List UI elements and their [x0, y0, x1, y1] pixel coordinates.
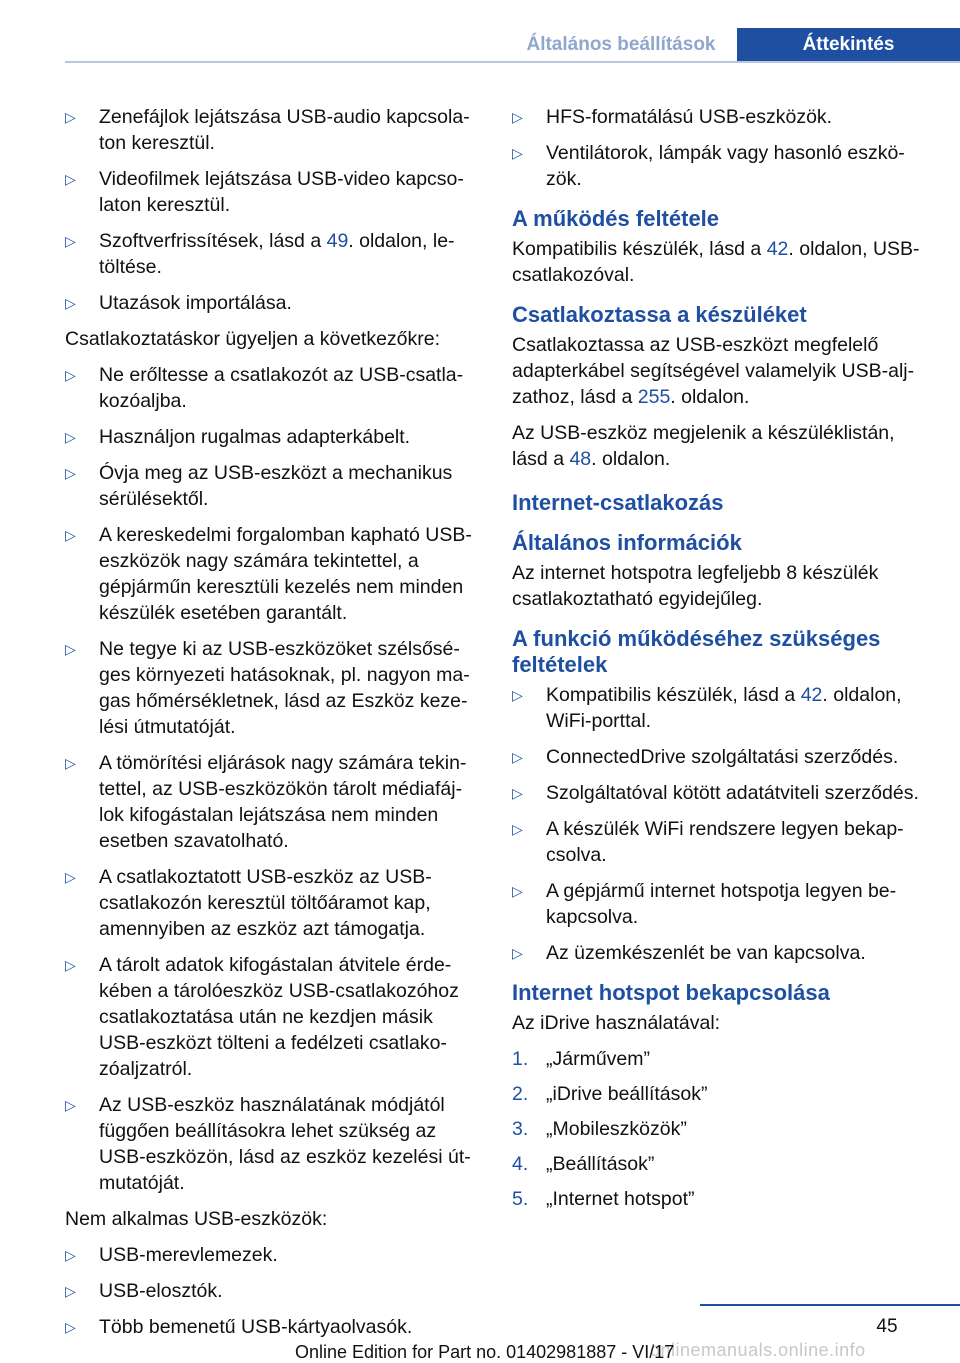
triangle-bullet-icon: ▷ [65, 1097, 76, 1113]
step-text: „Járművem” [546, 1048, 651, 1070]
triangle-bullet-icon: ▷ [65, 1319, 76, 1335]
triangle-bullet-icon: ▷ [65, 1247, 76, 1263]
triangle-bullet-icon: ▷ [65, 171, 76, 187]
triangle-bullet-icon: ▷ [65, 527, 76, 543]
header-section-tab: Általános beállítások [505, 28, 737, 61]
left-column [65, 104, 480, 1350]
list-item-text: ConnectedDrive szolgáltatási szerződés. [546, 746, 899, 768]
list-item [65, 952, 480, 1082]
list-item-text: USB-merevlemezek. [99, 1244, 278, 1266]
section-heading: Csatlakoztassa a készüléket [512, 302, 807, 327]
list-item [65, 104, 480, 156]
paragraph: Csatlakoztatáskor ügyeljen a következőkre: [65, 328, 441, 350]
triangle-bullet-icon: ▷ [65, 429, 76, 445]
list-item-text: USB-elosztók. [99, 1280, 223, 1302]
triangle-bullet-icon: ▷ [65, 755, 76, 771]
list-item [65, 424, 480, 450]
section-heading: A funkció működéséhez szükséges feltételek [512, 626, 881, 677]
list-item-text: Több bemenetű USB-kártyaolvasók. [99, 1316, 413, 1338]
header-chapter-tab: Áttekintés [737, 28, 960, 61]
watermark: onlinemanuals.online.info [650, 1340, 866, 1360]
list-item [65, 864, 480, 942]
list-item-text: Az üzemkészenlét be van kapcsolva. [546, 942, 866, 964]
list-item [65, 522, 480, 626]
list-item-text: Szoftverfrissítések, lásd a 49. oldalon, le‐töltése. [99, 230, 455, 278]
list-item [65, 362, 480, 414]
triangle-bullet-icon: ▷ [65, 367, 76, 383]
list-item [512, 104, 932, 130]
triangle-bullet-icon: ▷ [65, 957, 76, 973]
paragraph: Az internet hotspotra legfeljebb 8 készülék csatlakoztatható egyidejűleg. [512, 562, 879, 610]
list-item-text: A tömörítési eljárások nagy számára tekin‐tettel, az USB-eszközökön tárolt médiafáj‐lok kifogástalan lejátszása nem minden esetben szavatolható. [99, 752, 467, 852]
list-item-text: A készülék WiFi rendszere legyen bekap‐csolva. [546, 818, 904, 866]
triangle-bullet-icon: ▷ [65, 1283, 76, 1299]
step-item [512, 1151, 932, 1177]
paragraph: Kompatibilis készülék, lásd a 42. oldalon, USB-csatlakozóval. [512, 238, 920, 286]
step-number: 1. [512, 1048, 529, 1070]
triangle-bullet-icon: ▷ [65, 109, 76, 125]
triangle-bullet-icon: ▷ [65, 465, 76, 481]
list-item-text: Utazások importálása. [99, 292, 292, 314]
step-number: 4. [512, 1153, 529, 1175]
list-item [512, 780, 932, 806]
triangle-bullet-icon: ▷ [512, 109, 523, 125]
list-item [65, 290, 480, 316]
triangle-bullet-icon: ▷ [65, 295, 76, 311]
list-item-text: Kompatibilis készülék, lásd a 42. oldalon, WiFi-porttal. [546, 684, 902, 732]
step-item [512, 1186, 932, 1212]
list-item-text: A gépjármű internet hotspotja legyen be‐kapcsolva. [546, 880, 897, 928]
edition-footer: Online Edition for Part no. 01402981887 - VI/17 [295, 1342, 675, 1362]
right-column [512, 104, 932, 1221]
triangle-bullet-icon: ▷ [512, 821, 523, 837]
paragraph: Az iDrive használatával: [512, 1012, 721, 1034]
chapter-heading: Internet-csatlakozás [512, 490, 724, 515]
step-number: 3. [512, 1118, 529, 1140]
section-heading: Általános információk [512, 530, 742, 555]
list-item [512, 744, 932, 770]
list-item [65, 1278, 480, 1304]
list-item-text: Használjon rugalmas adapterkábelt. [99, 426, 411, 448]
section-heading: A működés feltétele [512, 206, 720, 231]
triangle-bullet-icon: ▷ [512, 687, 523, 703]
page-link[interactable]: 42 [800, 684, 823, 706]
list-item [512, 816, 932, 868]
triangle-bullet-icon: ▷ [65, 641, 76, 657]
list-item [65, 1314, 480, 1340]
triangle-bullet-icon: ▷ [65, 869, 76, 885]
step-text: „Beállítások” [546, 1153, 655, 1175]
list-item-text: A csatlakoztatott USB-eszköz az USB-csatlakozón keresztül töltőáramot kap, amennyiben az eszköz azt támogatja. [99, 866, 432, 940]
paragraph: Nem alkalmas USB-eszközök: [65, 1208, 328, 1230]
triangle-bullet-icon: ▷ [512, 945, 523, 961]
list-item-text: A tárolt adatok kifogástalan átvitele érde‐kében a tárolóeszköz USB-csatlakozóhoz csatlakoztatása után ne kezdjen másik USB-eszközt tölteni a fedélzeti csatlako‐zóaljzatról. [99, 954, 459, 1080]
page-number: 45 [876, 1316, 898, 1337]
page-link[interactable]: 48 [569, 448, 592, 470]
triangle-bullet-icon: ▷ [512, 749, 523, 765]
list-item [65, 228, 480, 280]
footer-divider [700, 1304, 960, 1306]
list-item-text: Szolgáltatóval kötött adatátviteli szerződés. [546, 782, 919, 804]
page-link[interactable]: 49 [326, 230, 349, 252]
page-link[interactable]: 255 [637, 386, 671, 408]
step-item [512, 1116, 932, 1142]
list-item [512, 682, 932, 734]
triangle-bullet-icon: ▷ [65, 233, 76, 249]
list-item [65, 1092, 480, 1196]
list-item [512, 940, 932, 966]
list-item [65, 1242, 480, 1268]
triangle-bullet-icon: ▷ [512, 785, 523, 801]
step-item [512, 1046, 932, 1072]
list-item-text: Zenefájlok lejátszása USB-audio kapcsola‐ton keresztül. [99, 106, 470, 154]
step-number: 5. [512, 1188, 529, 1210]
step-text: „Internet hotspot” [546, 1188, 695, 1210]
list-item-text: Ventilátorok, lámpák vagy hasonló eszkö‐zök. [546, 142, 905, 190]
list-item-text: Videofilmek lejátszása USB-video kapcso‐laton keresztül. [99, 168, 464, 216]
list-item-text: Ne erőltesse a csatlakozót az USB-csatla‐kozóaljba. [99, 364, 464, 412]
list-item-text: A kereskedelmi forgalomban kapható USB-eszközök nagy számára tekintettel, a gépjárműn keresztüli kezelés nem minden készülék esetében garantált. [99, 524, 472, 624]
step-item [512, 1081, 932, 1107]
step-text: „iDrive beállítások” [546, 1083, 708, 1105]
step-text: „Mobileszközök” [546, 1118, 687, 1140]
list-item-text: Az USB-eszköz használatának módjától függően beállításokra lehet szükség az USB-eszközön, lásd az eszköz kezelési út‐mutatóját. [99, 1094, 471, 1194]
list-item-text: HFS-formatálású USB-eszközök. [546, 106, 833, 128]
triangle-bullet-icon: ▷ [512, 883, 523, 899]
list-item-text: Ne tegye ki az USB-eszközöket szélsősé‐ges környezeti hatásoknak, pl. nagyon ma‐gas hőmérsékletnek, lásd az Eszköz keze‐lési útmutatóját. [99, 638, 470, 738]
paragraph: Az USB-eszköz megjelenik a készüléklistán, lásd a 48. oldalon. [512, 422, 895, 470]
section-heading: Internet hotspot bekapcsolása [512, 980, 830, 1005]
header-divider [65, 61, 960, 63]
list-item-text: Óvja meg az USB-eszközt a mechanikus sérülésektől. [99, 462, 453, 510]
list-item [65, 166, 480, 218]
list-item [512, 878, 932, 930]
list-item [65, 750, 480, 854]
list-item [65, 636, 480, 740]
step-number: 2. [512, 1083, 529, 1105]
triangle-bullet-icon: ▷ [512, 145, 523, 161]
page-link[interactable]: 42 [766, 238, 789, 260]
list-item [65, 460, 480, 512]
paragraph: Csatlakoztassa az USB-eszközt megfelelő adapterkábel segítségével valamelyik USB-alj‐zathoz, lásd a 255. oldalon. [512, 334, 915, 408]
list-item [512, 140, 932, 192]
